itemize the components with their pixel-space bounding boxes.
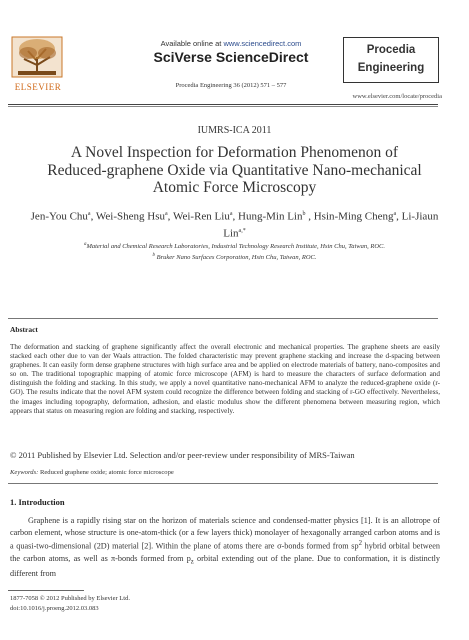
journal-url-link[interactable]: www.elsevier.com/locate/procedia [352,93,442,100]
footer-issn: 1877-7058 © 2012 Published by Elsevier Ltd. [10,595,130,602]
header-divider-secondary [8,106,438,107]
affiliation-a [20,240,449,251]
affiliation-a-text: Material and Chemical Research Laboratories, Industrial Technology Research Institute, Hsin Chu, Taiwan, ROC. [86,243,386,251]
abstract-divider-bottom [8,483,438,484]
journal-box-line1: Procedia [366,44,416,56]
author-list [20,207,449,240]
intro-subscript: z [190,558,194,566]
keywords-line [10,469,440,476]
author-affiliation-marker: a [229,211,233,217]
author-name: Wei-Ren Liu [172,210,230,223]
author-name: Wei-Sheng Hsu [95,210,165,223]
author-name: Jen-You Chu [30,210,88,223]
affiliation-b-marker: b [152,253,155,259]
abstract-heading: Abstract [10,325,38,334]
abstract-divider-top [8,318,438,319]
sciencedirect-link[interactable]: www.sciencedirect.com [223,39,302,48]
author-affiliation-marker: b [302,211,306,217]
intro-text-part-1: Graphene is a rapidly rising star on the horizon of materials science and condensed-matter physics [1]. It is an allotrope of carbon element, whose structure is one-atom-thick (or a few layers thick) monolayer of hexagonally arranged carbon atoms and is a quasi-two-dimensional (2D) material [2]. Within the plane of atoms there are σ-bonds formed from sp [10,516,440,551]
author-separator: , [396,210,402,223]
journal-title-box [343,37,439,83]
affiliation-a-marker: a [83,242,87,247]
journal-citation: Procedia Engineering 36 (2012) 571 – 577 [175,82,287,89]
title-line-3: Atomic Force Microscopy [152,179,317,196]
copyright-line: © 2011 Published by Elsevier Ltd. Selection and/or peer-review under responsibility of MRS-Taiwan [10,450,355,460]
abstract-body: The deformation and stacking of graphene significantly affect the overall electronic and mechanical properties. The graphene sheets are easily stacked each other due to van der Waals attraction. The folded characteristic may prevent graphene stacking and increase the d-spacing between graphenes. It can easily form dense graphene structures with high surface area and be applied on electrode materials of battery, nano-composites and so on. The traditional topographic mapping of atomic force microscope (AFM) is hard to measure the characters of surface deformation and distinguish the folding and stacking. In this study, we apply a novel quantitative nano-mechanical AFM to analyze the reduced-graphene oxide (r-GO). The results indicate that the novel AFM system could recognize the difference between folding and stacking of r-GO effectively. Nevertheless, the images including topography, deformation, adhesion, and elastic modulus show the different phenomena between measuring region, which appears that status on measuring region are folding and stacking, respectively. [10,343,440,415]
intro-superscript: 2 [358,540,363,548]
author-name: Hung-Min Lin [238,210,303,223]
author-separator: , [167,210,173,223]
platform-name: SciVerse ScienceDirect [153,49,309,65]
keywords-label: Keywords: [10,469,39,476]
affiliations [20,240,449,262]
intro-text-part-3: orbital extending out of the plane. Due to conformation, it is distinctly different from [10,553,440,578]
affiliation-b-text: Bruker Nano Surfaces Corporation, Hsin Chu, Taiwan, ROC. [154,254,317,262]
author-affiliation-marker: a [164,211,168,217]
author-name: Li-Jiaun Lin [223,210,439,240]
intro-text-part-2: hybrid orbital between the carbon atoms, as well as π-bonds formed from p [10,541,440,563]
publisher-wordmark: ELSEVIER [14,82,62,92]
conference-name: IUMRS-ICA 2011 [197,125,272,136]
journal-box-line2: Engineering [357,62,425,74]
title-line-2: Reduced-graphene Oxide via Quantitative Nano-mechanical [47,161,422,179]
footer-doi[interactable]: doi:10.1016/j.proeng.2012.03.083 [10,605,99,612]
footnote-divider [8,590,84,591]
author-separator: , [232,210,238,223]
availability-line [131,39,331,48]
keywords-values: Reduced graphene oxide; atomic force microscope [38,469,174,476]
introduction-body [10,515,440,579]
author-name: Hsin-Ming Cheng [313,210,394,223]
affiliation-b [20,251,449,262]
author-affiliation-marker: a [393,211,397,217]
author-affiliation-marker: a [87,211,91,217]
available-prefix: Available online at [160,39,224,48]
article-title [20,144,449,197]
header-divider [8,104,438,105]
author-separator: , [305,210,314,223]
introduction-heading: 1. Introduction [10,497,65,507]
title-line-1: A Novel Inspection for Deformation Phenomenon of [70,144,399,161]
author-separator: , [90,210,96,223]
author-affiliation-marker: a,* [238,227,246,234]
